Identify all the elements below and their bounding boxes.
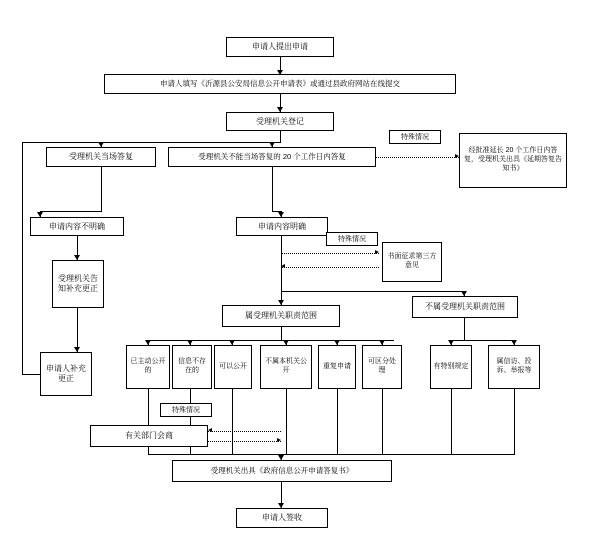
node-within-agency-duty: 属受理机关职责范围 [222, 305, 340, 327]
edge-label-special-case-3: 特殊情况 [160, 403, 212, 417]
node-content-unclear: 申请内容不明确 [30, 217, 124, 236]
node-content-clear: 申请内容明确 [236, 217, 328, 236]
node-agency-registers: 受理机关登记 [226, 112, 334, 131]
node-not-this-agency: 不属本机关公开 [260, 345, 312, 389]
node-repeat-application: 重复申请 [318, 345, 356, 389]
node-special-provisions: 有特别规定 [430, 345, 472, 389]
node-fill-application-form: 申请人填写《沂源县公安局信息公开申请表》或通过县政府网站在线提交 [104, 74, 456, 94]
edge-label-special-case-2: 特殊情况 [326, 232, 378, 246]
node-answer-within-20-days: 受理机关不能当场答复的 20 个工作日内答复 [168, 147, 376, 167]
node-applicant-supplements: 申请人补充更正 [40, 352, 92, 396]
node-can-be-public: 可以公开 [214, 345, 252, 389]
node-extended-20-days-notice: 经批准延长 20 个工作日内答复，受理机关出具《延期答复告知书》 [459, 133, 567, 188]
node-outside-agency-duty: 不属受理机关职责范围 [412, 296, 518, 318]
node-already-public: 已主动公开的 [126, 345, 170, 389]
node-separable-handling: 可区分处理 [362, 345, 402, 389]
edge-label-special-case-1: 特殊情况 [389, 130, 441, 144]
node-info-not-exist: 信息不存在的 [172, 345, 212, 389]
node-applicant-receipt: 申请人签收 [236, 508, 328, 528]
node-answer-on-site: 受理机关当场答复 [46, 147, 156, 167]
node-department-consultation: 有关部门会商 [90, 425, 208, 447]
node-issue-reply-document: 受理机关出具《政府信息公开申请答复书》 [172, 460, 392, 482]
node-petition-complaint: 属信访、投诉、举报等 [488, 345, 540, 389]
node-consult-third-party: 书面征求第三方意见 [382, 242, 442, 282]
node-notify-supplement-correction: 受理机关告知补充更正 [52, 260, 104, 308]
node-applicant-submits: 申请人提出申请 [226, 37, 334, 57]
